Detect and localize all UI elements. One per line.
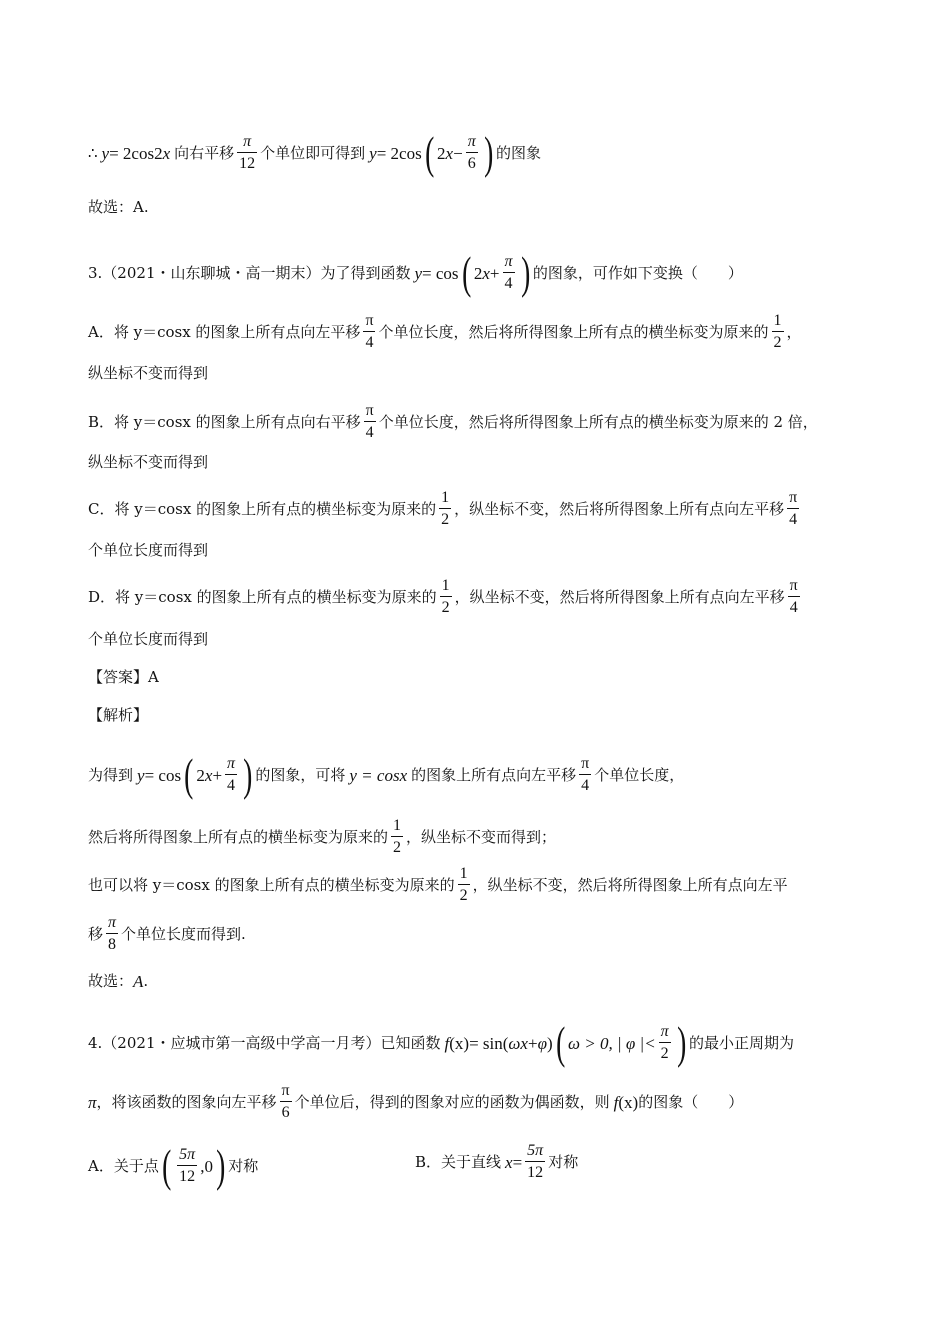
text: 的图象（ ） (638, 1092, 744, 1111)
expr: = sin( (469, 1033, 509, 1053)
fraction (280, 1083, 292, 1121)
text: A．将 y＝cosx 的图象上所有点向左平移 (88, 322, 361, 341)
frac-num: π (243, 133, 252, 150)
frac-num: π (581, 755, 590, 772)
question-4-line2 (88, 1083, 743, 1121)
text: 个单位长度， (594, 765, 685, 784)
frac-den: 4 (225, 774, 237, 794)
expr: ωx (508, 1033, 528, 1053)
text: 也可以将 y＝cosx 的图象上所有点的横坐标变为原来的 (88, 875, 455, 894)
text: 个单位长度，然后将所得图象上所有点的横坐标变为原来的 (378, 322, 769, 341)
expr: y = cosx (349, 765, 408, 785)
frac-den: 8 (106, 933, 118, 953)
frac-den: 4 (503, 272, 515, 292)
frac-num: π (281, 1082, 290, 1099)
fraction (391, 818, 403, 856)
fraction (525, 1143, 545, 1181)
frac-den: 2 (659, 1042, 671, 1062)
num: 2 (437, 143, 446, 163)
frac-den: 4 (363, 331, 375, 351)
analysis-line-3 (88, 866, 788, 904)
var-x: x (204, 765, 213, 785)
expr: = 2cos (376, 143, 422, 163)
right-paren: ) (520, 247, 530, 298)
text: C．将 y＝cosx 的图象上所有点的横坐标变为原来的 (88, 499, 437, 518)
frac-num: π (365, 312, 374, 329)
q4-option-a (88, 1140, 259, 1191)
fraction (772, 313, 784, 351)
frac-den: 2 (440, 596, 452, 616)
plus: + (489, 263, 500, 283)
text: B．关于直线 (415, 1152, 502, 1171)
frac-num: π (660, 1023, 669, 1040)
analysis-line-4 (88, 915, 246, 953)
frac-num: 5π (527, 1142, 544, 1159)
frac-num: π (789, 489, 798, 506)
text: ， (786, 322, 802, 341)
left-paren: ( (161, 1140, 172, 1191)
pi: π (88, 1092, 97, 1112)
frac-num: 1 (459, 865, 468, 882)
frac-den: 2 (772, 331, 784, 351)
var-x: x (505, 1152, 513, 1172)
frac-num: π (504, 253, 513, 270)
text: 的图象上所有点向左平移 (411, 765, 577, 784)
fraction (237, 134, 257, 172)
question-4-stem (88, 1017, 795, 1068)
text: 的图象 (496, 143, 542, 162)
text: D．将 y＝cosx 的图象上所有点的横坐标变为原来的 (88, 587, 437, 606)
num: 2 (196, 765, 205, 785)
frac-den: 12 (525, 1161, 545, 1181)
frac-den: 6 (280, 1101, 292, 1121)
final-choice (88, 973, 148, 990)
text: 移 (88, 924, 104, 943)
frac-num: 1 (441, 577, 450, 594)
question-3-stem (88, 247, 743, 298)
previous-answer: 故选：A. (88, 198, 149, 216)
analysis-label: 【解析】 (88, 706, 149, 724)
plus: + (212, 765, 223, 785)
q4-option-b (415, 1143, 578, 1181)
text: 个单位长度而得到. (121, 924, 246, 943)
answer-label: 【答案】A (88, 668, 159, 686)
fraction (659, 1024, 671, 1062)
left-paren: ( (424, 127, 434, 178)
right-paren: ) (216, 1140, 226, 1191)
fraction (503, 254, 515, 292)
right-paren: ) (243, 749, 253, 800)
text: 3.（2021・山东聊城・高一期末）为了得到函数 (88, 263, 411, 282)
frac-num: π (227, 755, 236, 772)
option-c (88, 490, 802, 528)
derivation-line (88, 127, 542, 178)
text: 个单位后，得到的图象对应的函数为偶函数，则 (294, 1092, 610, 1111)
fraction (466, 134, 478, 172)
frac-num: 5π (179, 1146, 196, 1163)
var-f: f (444, 1033, 450, 1053)
frac-num: π (789, 577, 798, 594)
text: ，纵坐标不变，然后将所得图象上所有点向左平移 (454, 587, 785, 606)
left-paren: ( (555, 1017, 565, 1068)
left-paren: ( (184, 749, 194, 800)
fraction (787, 490, 799, 528)
var-f: f (613, 1092, 619, 1112)
analysis-line-2 (88, 818, 556, 856)
left-paren: ( (461, 247, 471, 298)
option-b (88, 403, 818, 441)
option-d-line2: 个单位长度而得到 (88, 630, 209, 648)
var-x: x (162, 143, 171, 163)
therefore-symbol: ∴ (88, 143, 98, 162)
text: ，纵坐标不变，然后将所得图象上所有点向左平 (472, 875, 788, 894)
frac-den: 6 (466, 152, 478, 172)
frac-den: 2 (458, 884, 470, 904)
frac-den: 2 (439, 508, 451, 528)
fraction (458, 866, 470, 904)
expr: = cos (144, 765, 182, 785)
option-c-line2: 个单位长度而得到 (88, 541, 209, 559)
frac-den: 2 (391, 836, 403, 856)
text: 的图象，可作如下变换（ ） (532, 263, 743, 282)
text: ，将该函数的图象向左平移 (96, 1092, 277, 1111)
expr: (x) (618, 1092, 639, 1112)
num: 2 (473, 263, 483, 283)
frac-num: 1 (441, 489, 450, 506)
var-y: y (137, 765, 145, 785)
text: 对称 (228, 1156, 259, 1175)
text: A．关于点 (88, 1156, 159, 1175)
text: 对称 (548, 1152, 579, 1171)
text: B．将 y＝cosx 的图象上所有点向右平移 (88, 412, 361, 431)
frac-den: 4 (788, 596, 800, 616)
expr: (x) (449, 1033, 470, 1053)
text: 向右平移 (174, 143, 235, 162)
expr: ,0 (200, 1156, 213, 1176)
option-a-line2: 纵坐标不变而得到 (88, 364, 209, 382)
var-x: x (445, 143, 454, 163)
expr: ) (546, 1033, 553, 1053)
option-d (88, 578, 803, 616)
fraction (106, 915, 118, 953)
var-y: y (414, 263, 423, 283)
fraction (439, 490, 451, 528)
frac-num: 1 (773, 312, 782, 329)
frac-den: 12 (177, 1165, 197, 1185)
frac-num: π (365, 402, 374, 419)
fraction (364, 403, 376, 441)
text: 4.（2021・应城市第一高级中学高一月考）已知函数 (88, 1033, 441, 1052)
fraction (225, 756, 237, 794)
frac-den: 4 (787, 508, 799, 528)
fraction (177, 1147, 197, 1185)
var-y: y (101, 143, 110, 163)
option-a (88, 313, 802, 351)
text: 的图象，可将 (255, 765, 346, 784)
frac-num: π (467, 133, 476, 150)
expr: = cos (422, 263, 459, 283)
frac-den: 4 (579, 774, 591, 794)
text: 为得到 (88, 765, 134, 784)
fraction (440, 578, 452, 616)
text: 个单位即可得到 (260, 143, 366, 162)
var-x: x (482, 263, 490, 283)
minus: − (453, 143, 463, 163)
fraction (788, 578, 800, 616)
frac-den: 12 (237, 152, 257, 172)
condition: ω > 0, | φ |< (567, 1033, 656, 1053)
text: 故选： (88, 972, 134, 990)
text: . (143, 972, 149, 990)
equals: = (512, 1152, 523, 1172)
frac-num: 1 (393, 817, 402, 834)
text: ，纵坐标不变，然后将所得图象上所有点向左平移 (454, 499, 785, 518)
var-y: y (369, 143, 377, 163)
text: 然后将所得图象上所有点的横坐标变为原来的 (88, 827, 389, 846)
text: ，纵坐标不变而得到； (406, 827, 557, 846)
plus: + (527, 1033, 538, 1053)
frac-den: 4 (364, 421, 376, 441)
analysis-line-1 (88, 749, 685, 800)
fraction (579, 756, 591, 794)
text: 个单位长度，然后将所得图象上所有点的横坐标变为原来的 2 倍， (378, 412, 818, 431)
choice-letter: A (133, 972, 144, 991)
fraction (363, 313, 375, 351)
frac-num: π (108, 914, 117, 931)
text: 的最小正周期为 (689, 1033, 795, 1052)
right-paren: ) (483, 127, 493, 178)
expr: = 2cos2 (109, 143, 163, 163)
var-phi: φ (537, 1033, 547, 1053)
right-paren: ) (676, 1017, 686, 1068)
option-b-line2: 纵坐标不变而得到 (88, 453, 209, 471)
